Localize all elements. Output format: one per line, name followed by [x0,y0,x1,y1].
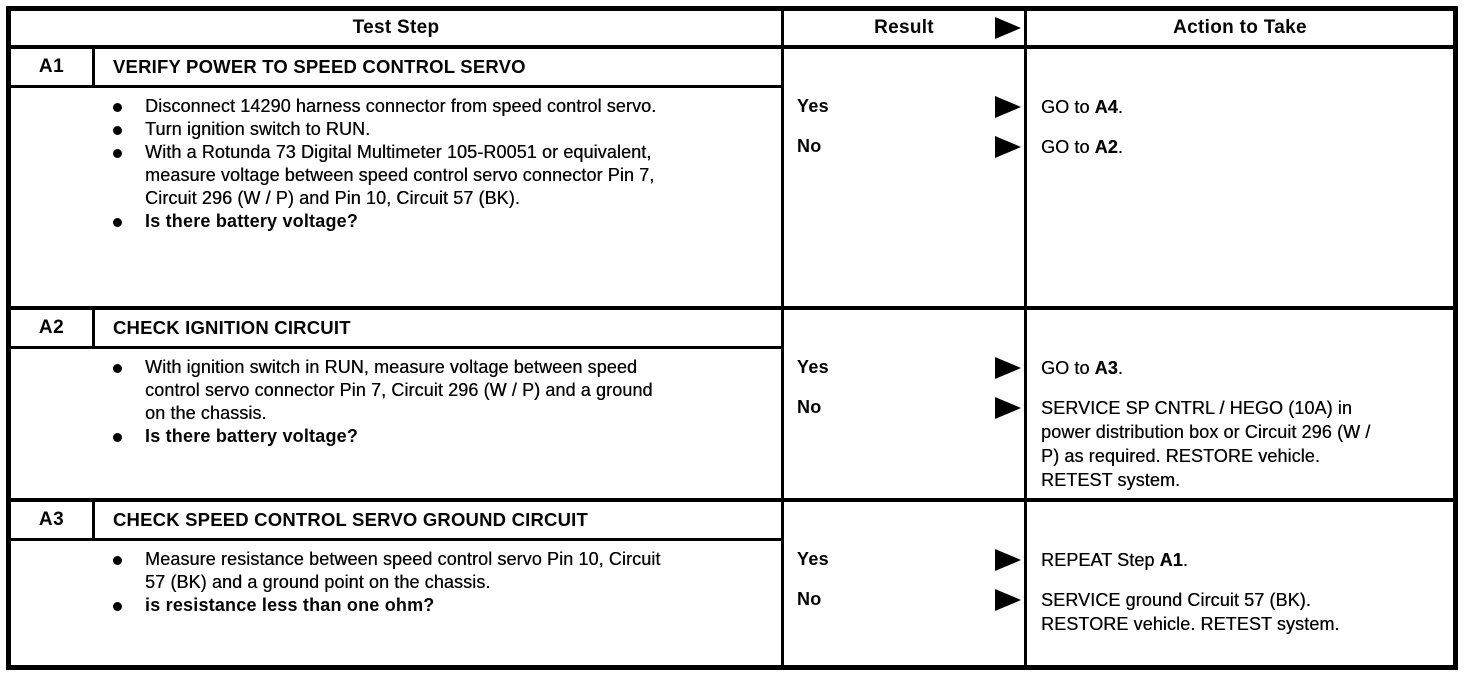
bullet-item [113,425,771,448]
test-step-header-label: Test Step [352,17,440,38]
result-label: Yes [797,96,829,116]
column-header-result [784,11,1027,45]
step-title: CHECK IGNITION CIRCUIT [113,317,351,338]
bullet-text: is resistance less than one ohm? [145,595,435,615]
bullet-icon [113,126,122,135]
step-title: CHECK SPEED CONTROL SERVO GROUND CIRCUIT [113,509,588,530]
bullet-text: With a Rotunda 73 Digital Multimeter 105-R0051 or equivalent, measure voltage between speed control servo connector Pin 7, Circuit 296 (W / P) and Pin 10, Circuit 57 (BK). [145,142,655,208]
bullet-item [113,95,771,118]
bullet-text: Is there battery voltage? [145,426,359,446]
action-text: GO to A3. [1041,358,1123,378]
bullet-icon [113,218,122,227]
test-step-cell [11,502,784,665]
bullet-text: Turn ignition switch to RUN. [145,119,371,139]
bullet-icon [113,364,122,373]
arrow-right-icon [995,549,1021,571]
step-id: A1 [11,49,95,85]
step-header [11,310,781,349]
result-label: No [797,136,822,156]
arrow-right-icon [995,96,1021,118]
action-text: SERVICE SP CNTRL / HEGO (10A) in power distribution box or Circuit 296 (W / P) as required. RESTORE vehicle. RETEST system. [1041,398,1371,490]
bullet-list [11,88,781,233]
bullet-icon [113,556,122,565]
arrow-right-icon [995,357,1021,379]
bullet-item [113,118,771,141]
table-row [11,310,1453,502]
result-entry [797,548,1021,588]
bullet-icon [113,433,122,442]
table-row [11,502,1453,665]
bullet-list [11,349,781,448]
action-cell [1027,310,1453,498]
column-header-action [1027,11,1453,45]
action-cell [1027,502,1453,665]
bullet-item [113,594,771,617]
step-id: A3 [11,502,95,538]
table-body [11,49,1453,665]
pinpoint-test-table [6,6,1458,670]
result-label: No [797,397,822,417]
bullet-text: Disconnect 14290 harness connector from speed control servo. [145,96,657,116]
bullet-text: Measure resistance between speed control servo Pin 10, Circuit 57 (BK) and a ground point on the chassis. [145,549,661,592]
result-entry [797,95,1021,135]
table-row [11,49,1453,310]
test-step-cell [11,49,784,306]
step-id: A2 [11,310,95,346]
result-label: No [797,589,822,609]
action-header-label: Action to Take [1173,17,1307,38]
test-step-cell [11,310,784,498]
arrow-right-icon [995,397,1021,419]
action-text: REPEAT Step A1. [1041,550,1188,570]
arrow-right-icon [995,589,1021,611]
bullet-icon [113,103,122,112]
step-title: VERIFY POWER TO SPEED CONTROL SERVO [113,56,526,77]
result-label: Yes [797,357,829,377]
bullet-item [113,548,771,594]
result-entry [797,356,1021,396]
bullet-icon [113,602,122,611]
result-cell [784,49,1027,306]
step-header [11,49,781,88]
arrow-right-icon [995,17,1021,39]
bullet-icon [113,149,122,158]
arrow-right-icon [995,136,1021,158]
result-entry [797,396,1021,436]
bullet-list [11,541,781,617]
result-label: Yes [797,549,829,569]
column-header-test-step [11,11,784,45]
result-entry [797,588,1021,628]
table-header-row [11,11,1453,49]
bullet-item [113,356,771,425]
action-text: GO to A2. [1041,137,1123,157]
result-cell [784,502,1027,665]
result-entry [797,135,1021,175]
step-header [11,502,781,541]
bullet-item [113,141,771,210]
bullet-text: Is there battery voltage? [145,211,359,231]
action-text: SERVICE ground Circuit 57 (BK). RESTORE vehicle. RETEST system. [1041,590,1340,634]
result-cell [784,310,1027,498]
result-header-label: Result [874,17,934,38]
bullet-text: With ignition switch in RUN, measure voltage between speed control servo connector Pin 7, Circuit 296 (W / P) and a ground on the chassis. [145,357,653,423]
bullet-item [113,210,771,233]
action-cell [1027,49,1453,306]
action-text: GO to A4. [1041,97,1123,117]
